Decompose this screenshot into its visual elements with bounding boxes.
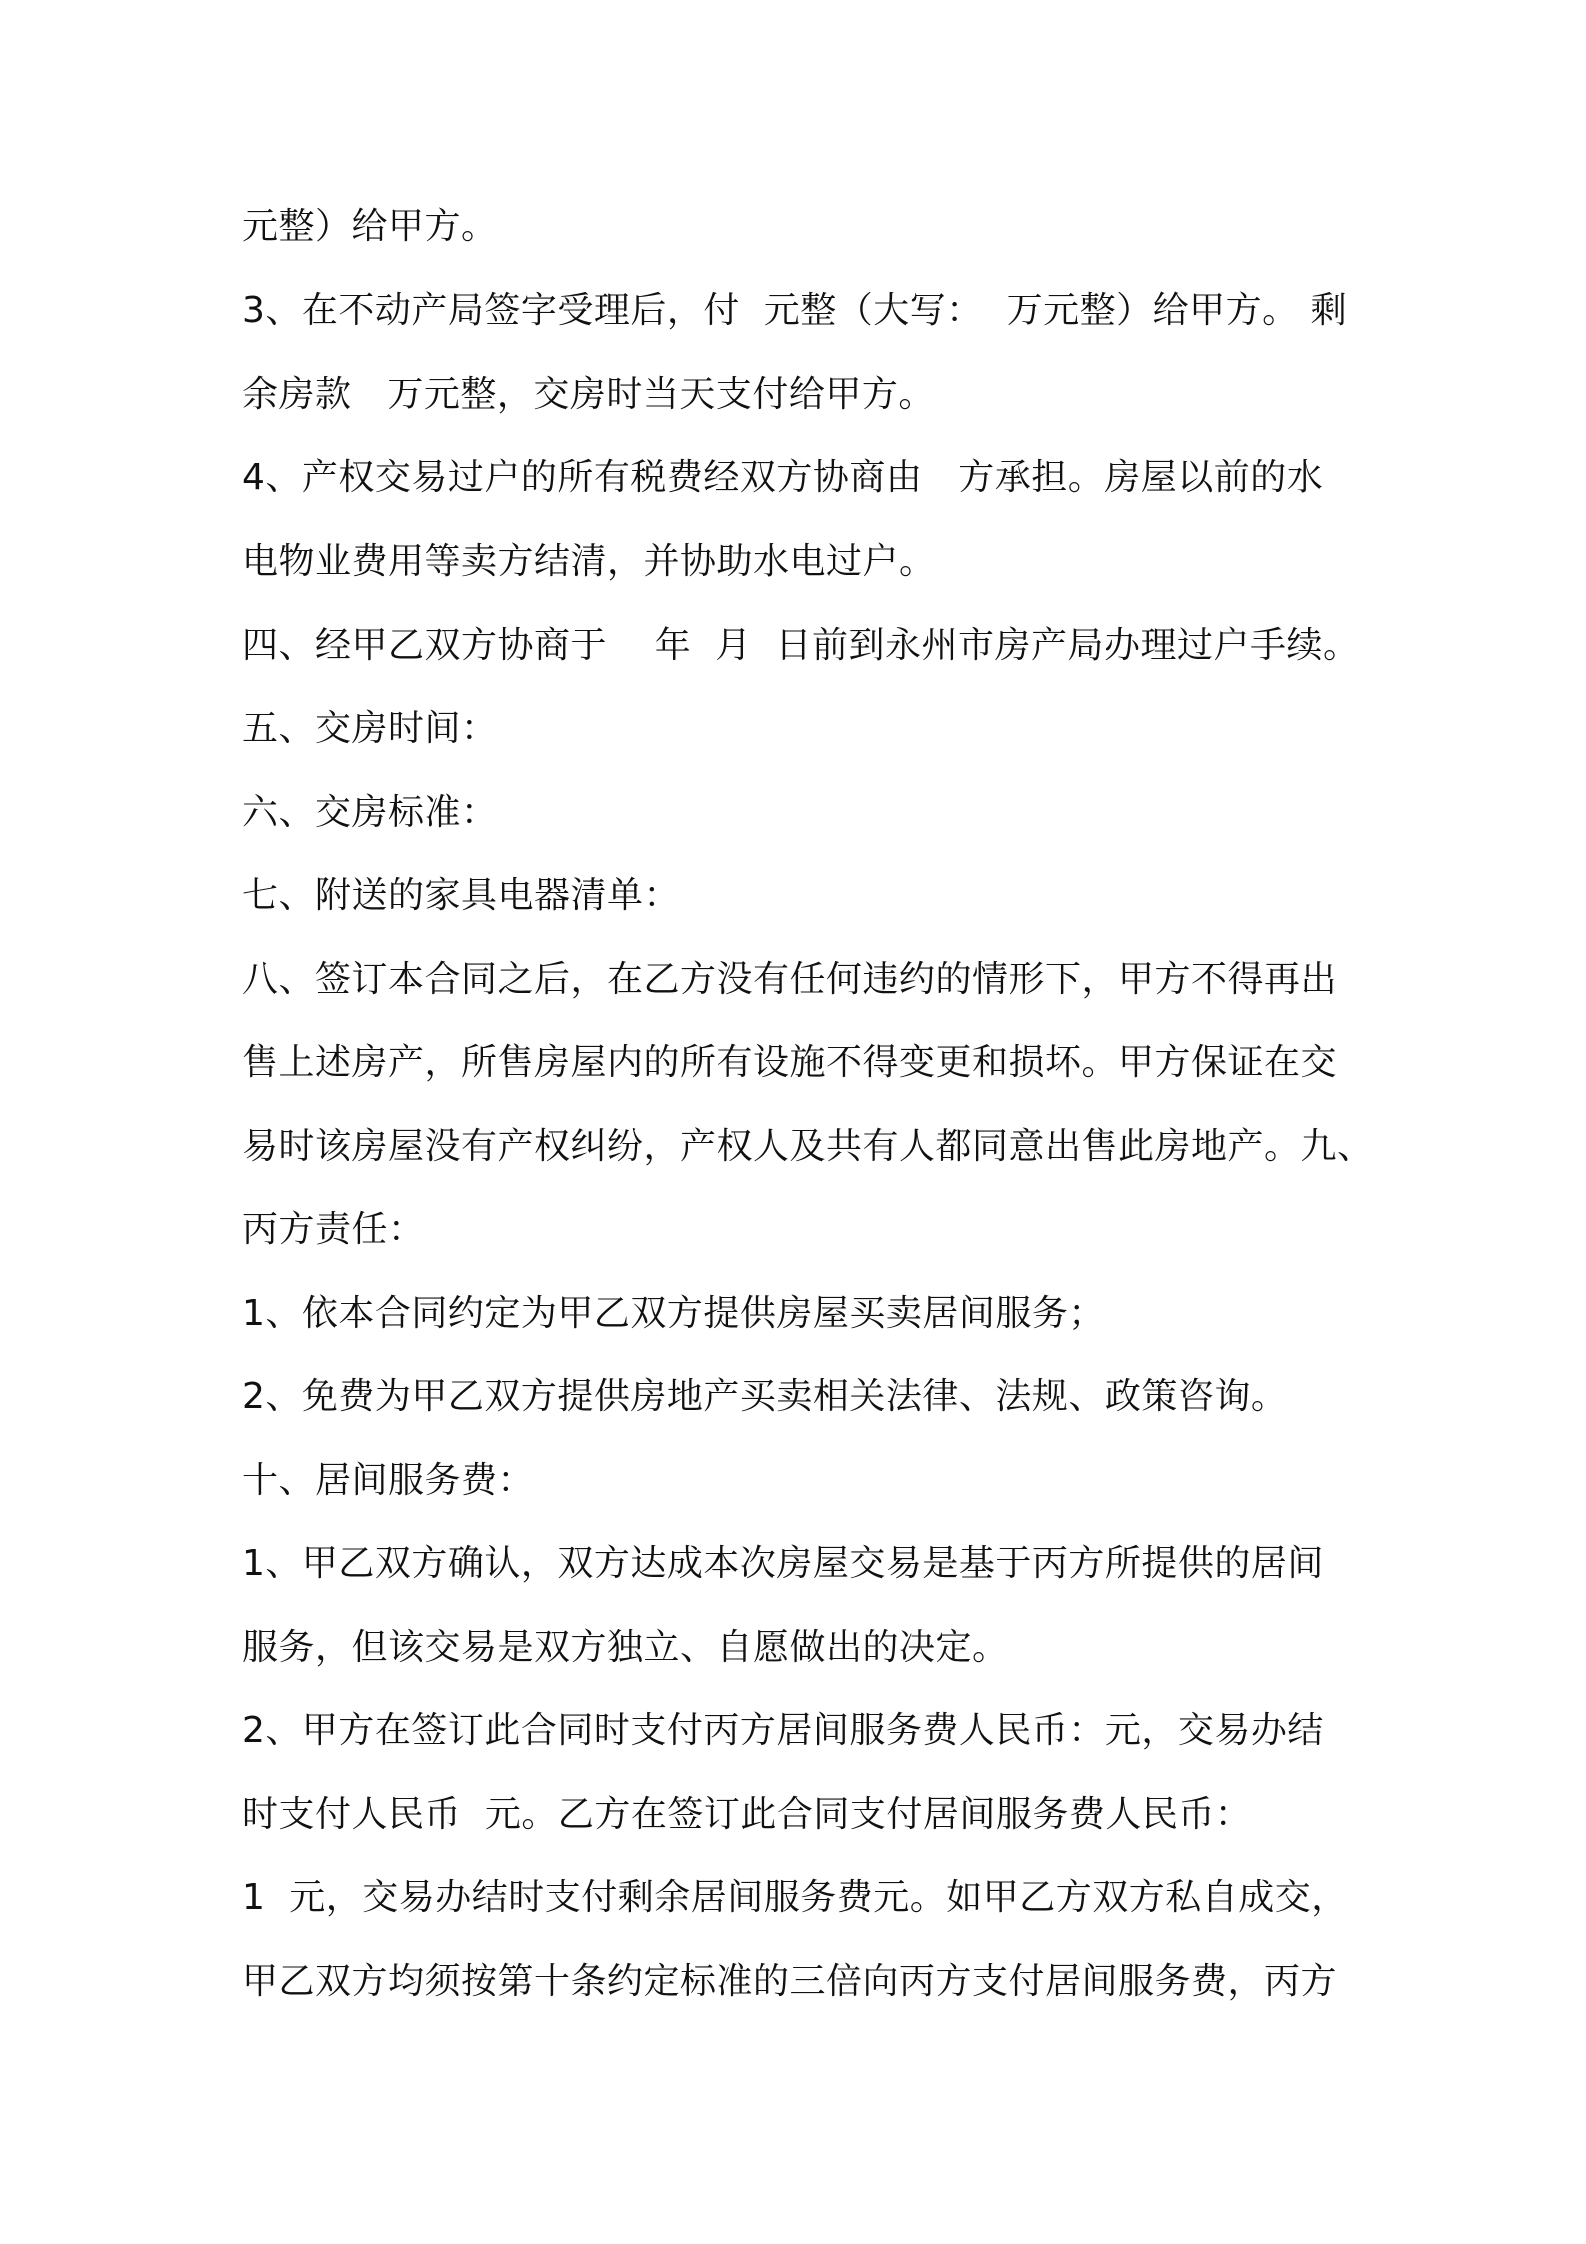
paragraph-line: 余房款 万元整，交房时当天支付给甲方。 bbox=[242, 374, 935, 415]
paragraph-line: 四、经甲乙双方协商于 年 月 日前到永州市房产局办理过户手续。 bbox=[242, 625, 1360, 666]
paragraph-line: 2、甲方在签订此合同时支付丙方居间服务费人民币：元，交易办结 bbox=[242, 1710, 1324, 1751]
paragraph-line: 易时该房屋没有产权纠纷，产权人及共有人都同意出售此房地产。九、 bbox=[242, 1126, 1374, 1167]
paragraph-line: 1、依本合同约定为甲乙双方提供房屋买卖居间服务； bbox=[242, 1293, 1105, 1334]
paragraph-line: 八、签订本合同之后，在乙方没有任何违约的情形下，甲方不得再出 bbox=[242, 959, 1338, 1000]
paragraph-line: 甲乙双方均须按第十条约定标准的三倍向丙方支付居间服务费，丙方 bbox=[242, 1961, 1338, 2002]
paragraph-line: 3、在不动产局签字受理后，付 元整（大写： 万元整）给甲方。 剩 bbox=[242, 290, 1348, 331]
paragraph-line: 服务，但该交易是双方独立、自愿做出的决定。 bbox=[242, 1627, 1009, 1668]
paragraph-line: 六、交房标准： bbox=[242, 792, 498, 833]
paragraph-line: 十、居间服务费： bbox=[242, 1460, 535, 1501]
paragraph-line: 五、交房时间： bbox=[242, 708, 498, 749]
paragraph-line: 七、附送的家具电器清单： bbox=[242, 875, 681, 916]
paragraph-line: 售上述房产，所售房屋内的所有设施不得变更和损坏。甲方保证在交 bbox=[242, 1042, 1338, 1083]
paragraph-line: 4、产权交易过户的所有税费经双方协商由 方承担。房屋以前的水 bbox=[242, 457, 1324, 498]
paragraph-line: 1 元，交易办结时支付剩余居间服务费元。如甲乙方双方私自成交， bbox=[242, 1877, 1348, 1918]
paragraph-line: 时支付人民币 元。乙方在签订此合同支付居间服务费人民币： bbox=[242, 1794, 1252, 1835]
paragraph-line: 元整）给甲方。 bbox=[242, 206, 498, 247]
paragraph-line: 电物业费用等卖方结清，并协助水电过户。 bbox=[242, 541, 936, 582]
paragraph-line: 1、甲乙双方确认，双方达成本次房屋交易是基于丙方所提供的居间 bbox=[242, 1543, 1324, 1584]
paragraph-line: 2、免费为甲乙双方提供房地产买卖相关法律、法规、政策咨询。 bbox=[242, 1376, 1288, 1417]
paragraph-line: 丙方责任： bbox=[242, 1209, 425, 1250]
